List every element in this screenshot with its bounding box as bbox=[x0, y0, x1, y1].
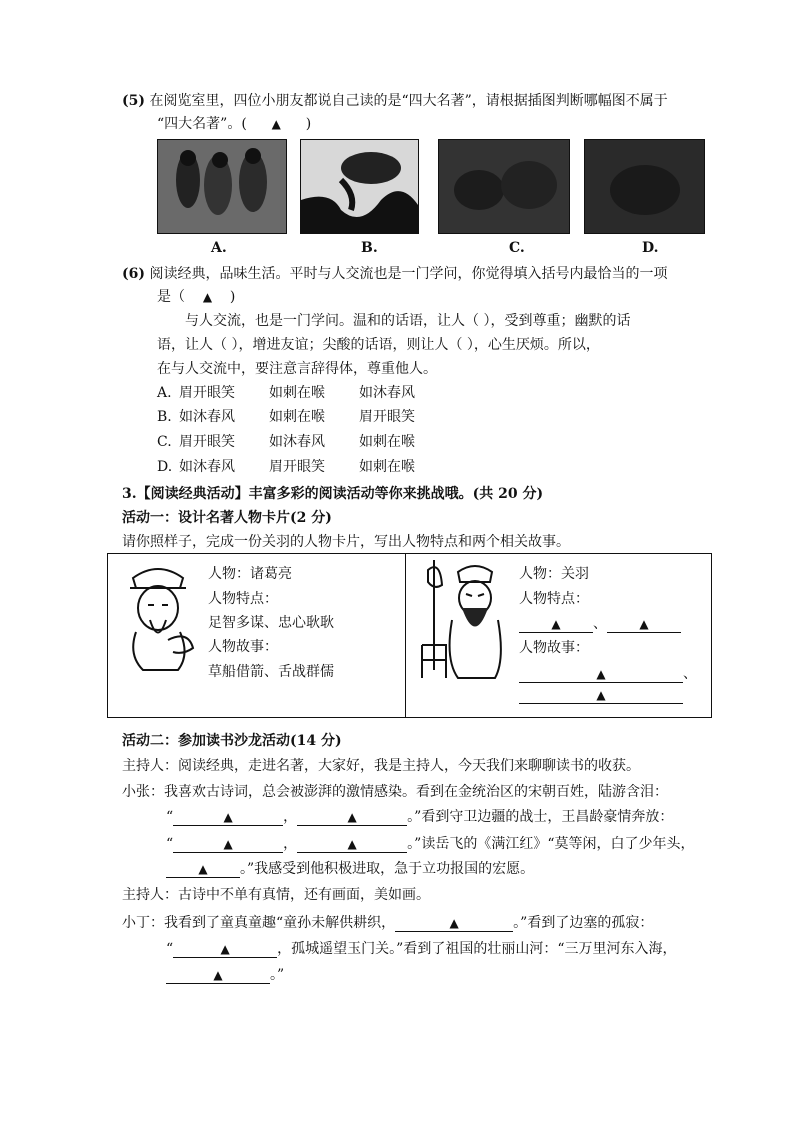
card2-trait-label: 人物特点： bbox=[519, 591, 589, 607]
activity-1-desc: 请你照样子，完成一份关羽的人物卡片，写出人物特点和两个相关故事。 bbox=[122, 534, 570, 550]
option-word-3: 如沐春风 bbox=[359, 385, 415, 401]
poem-blank-3[interactable]: ▲ bbox=[173, 836, 283, 853]
zhang-line-2 bbox=[166, 806, 673, 826]
q5-text-2: “四大名著”。( bbox=[157, 116, 247, 132]
card2-story-blank-row-2 bbox=[519, 687, 683, 704]
option-word-1: 如沐春风 bbox=[179, 459, 235, 475]
option-word-3: 眉开眼笑 bbox=[359, 409, 415, 425]
answer-mark: ▲ bbox=[271, 117, 281, 131]
option-row-a bbox=[157, 382, 415, 402]
option-word-1: 眉开眼笑 bbox=[179, 434, 235, 450]
q6-number: (6) bbox=[122, 266, 145, 282]
option-label: D. bbox=[157, 459, 173, 475]
poem-blank-6[interactable]: ▲ bbox=[395, 915, 513, 932]
passage-line-3: 在与人交流中，要注意言辞得体，尊重他人。 bbox=[157, 361, 437, 377]
open-quote: “ bbox=[166, 809, 174, 825]
option-a-label: A. bbox=[211, 240, 227, 256]
zhang-text-2: 。”看到守卫边疆的战士，王昌龄豪情奔放： bbox=[407, 809, 674, 825]
activity-1-title: 活动一：设计名著人物卡片(2 分) bbox=[122, 510, 332, 526]
q5-line2 bbox=[157, 113, 311, 133]
trait-blank-2[interactable]: ▲ bbox=[607, 616, 681, 633]
card2-trait-blanks bbox=[519, 613, 681, 633]
option-word-1: 如沐春风 bbox=[179, 409, 235, 425]
illustration-c-scene bbox=[439, 140, 569, 233]
zhang-text-4: 。”我感受到他积极进取，急于立功报国的宏愿。 bbox=[240, 861, 535, 877]
separator: 、 bbox=[593, 616, 607, 632]
q6-text-1: 阅读经典，品味生活。平时与人交流也是一门学问，你觉得填入括号内最恰当的一项 bbox=[149, 266, 668, 282]
comma: ， bbox=[283, 836, 298, 852]
option-word-3: 如刺在喉 bbox=[359, 434, 415, 450]
ding-text-1-end: 。”看到了边塞的孤寂： bbox=[513, 915, 654, 931]
ding-text-3: 。” bbox=[270, 967, 285, 983]
host-line-1: 主持人：阅读经典，走进名著，大家好，我是主持人，今天我们来聊聊读书的收获。 bbox=[122, 758, 640, 774]
story-blank-1[interactable]: ▲ bbox=[519, 666, 683, 683]
ding-text-2: ，孤城遥望玉门关。”看到了祖国的壮丽山河：“三万里河东入海， bbox=[277, 941, 677, 957]
q5-line1 bbox=[122, 90, 668, 110]
card2-story-blank-row-1 bbox=[519, 663, 697, 683]
poem-blank-5[interactable]: ▲ bbox=[166, 861, 240, 878]
option-label: A. bbox=[157, 385, 172, 401]
q6-text-2: 是（ bbox=[157, 289, 185, 305]
ding-text-1: 小丁：我看到了童真童趣“童孙未解供耕织， bbox=[122, 915, 396, 931]
option-word-2: 如刺在喉 bbox=[269, 409, 325, 425]
card1-story: 草船借箭、舌战群儒 bbox=[208, 664, 334, 680]
illustration-b bbox=[300, 139, 419, 234]
option-word-1: 眉开眼笑 bbox=[179, 385, 235, 401]
open-quote: “ bbox=[166, 941, 174, 957]
zhang-text-3: 。”读岳飞的《满江红》“莫等闲，白了少年头， bbox=[407, 836, 695, 852]
passage-line-2: 语，让人（ ），增进友谊；尖酸的话语，则让人（ ），心生厌烦。所以， bbox=[157, 337, 600, 353]
option-label: C. bbox=[157, 434, 172, 450]
comma: ， bbox=[283, 809, 298, 825]
option-row-d bbox=[157, 456, 415, 476]
q6-line1 bbox=[122, 263, 667, 283]
zhuge-liang-portrait bbox=[118, 560, 198, 675]
poem-blank-2[interactable]: ▲ bbox=[297, 809, 407, 826]
answer-mark: ▲ bbox=[202, 290, 213, 304]
option-row-b bbox=[157, 406, 415, 426]
poem-blank-8[interactable]: ▲ bbox=[166, 967, 270, 984]
section-3-title: 3.【阅读经典活动】丰富多彩的阅读活动等你来挑战哦。(共 20 分) bbox=[122, 486, 544, 502]
host-line-2: 主持人：古诗中不单有真情，还有画面，美如画。 bbox=[122, 887, 430, 903]
option-word-2: 如刺在喉 bbox=[269, 385, 325, 401]
illustration-a-figures bbox=[158, 140, 286, 233]
illustration-c bbox=[438, 139, 570, 234]
option-label: B. bbox=[157, 409, 172, 425]
card-divider bbox=[405, 553, 406, 718]
ding-line-2 bbox=[166, 938, 677, 958]
illustration-d-scene bbox=[585, 140, 704, 233]
option-c-label: C. bbox=[509, 240, 525, 256]
poem-blank-4[interactable]: ▲ bbox=[297, 836, 407, 853]
ding-line-1 bbox=[122, 912, 653, 932]
separator: 、 bbox=[683, 666, 697, 682]
option-word-2: 如沐春风 bbox=[269, 434, 325, 450]
activity-2-title: 活动二：参加读书沙龙活动(14 分) bbox=[122, 733, 342, 749]
passage-line-1: 与人交流，也是一门学问。温和的话语，让人（ ），受到尊重；幽默的话 bbox=[185, 313, 631, 329]
zhang-line-1: 小张：我喜欢古诗词，总会被澎湃的激情感染。看到在金统治区的宋朝百姓，陆游含泪： bbox=[122, 784, 668, 800]
card1-story-label: 人物故事： bbox=[208, 639, 278, 655]
option-d-label: D. bbox=[642, 240, 659, 256]
zhang-line-3 bbox=[166, 833, 695, 853]
option-word-2: 眉开眼笑 bbox=[269, 459, 325, 475]
ding-line-3 bbox=[166, 964, 284, 984]
zhang-line-4 bbox=[166, 858, 534, 878]
illustration-b-figure bbox=[301, 140, 418, 233]
card1-trait-label: 人物特点： bbox=[208, 591, 278, 607]
q5-close-paren: ) bbox=[305, 116, 312, 132]
poem-blank-7[interactable]: ▲ bbox=[173, 941, 277, 958]
card1-trait: 足智多谋、忠心耿耿 bbox=[208, 615, 334, 631]
q5-text-1: 在阅览室里，四位小朋友都说自己读的是“四大名著”，请根据插图判断哪幅图不属于 bbox=[149, 93, 668, 109]
card2-story-label: 人物故事： bbox=[519, 640, 589, 656]
card2-person: 人物：关羽 bbox=[519, 566, 589, 582]
q5-number: (5) bbox=[122, 93, 145, 109]
trait-blank-1[interactable]: ▲ bbox=[519, 616, 593, 633]
option-b-label: B. bbox=[361, 240, 378, 256]
guan-yu-portrait bbox=[420, 560, 510, 685]
q6-close-paren: ) bbox=[229, 289, 236, 305]
illustration-a bbox=[157, 139, 287, 234]
option-row-c bbox=[157, 431, 415, 451]
q6-line2 bbox=[157, 286, 235, 306]
illustration-d bbox=[584, 139, 705, 234]
open-quote: “ bbox=[166, 836, 174, 852]
card1-person: 人物：诸葛亮 bbox=[208, 566, 292, 582]
poem-blank-1[interactable]: ▲ bbox=[173, 809, 283, 826]
option-word-3: 如刺在喉 bbox=[359, 459, 415, 475]
story-blank-2[interactable]: ▲ bbox=[519, 687, 683, 704]
